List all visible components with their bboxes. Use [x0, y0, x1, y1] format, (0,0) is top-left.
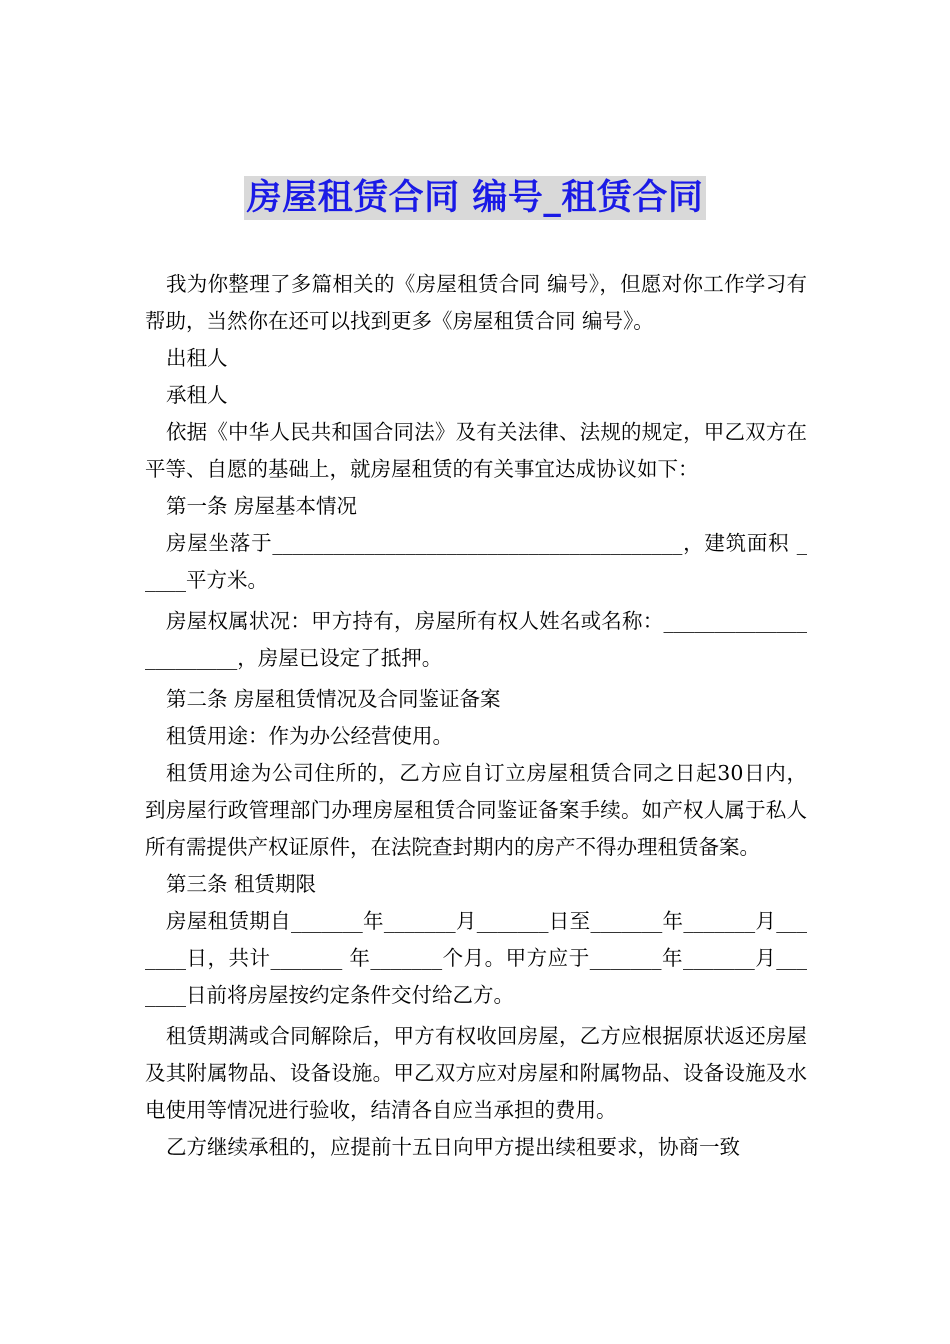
- ownership-paragraph: 房屋权属状况：甲方持有，房屋所有权人姓名或名称：_______________________，房屋已设定了抵押。: [145, 609, 807, 670]
- document-title: 房屋租赁合同 编号_租赁合同: [244, 176, 707, 220]
- lessor-label: 出租人: [166, 346, 228, 370]
- lease-term-paragraph: 房屋租赁期自_______年_______月_______日至_______年_______月_______日，共计_______ 年_______个月。甲方应于_______年_______月_______日前将房屋按约定条件交付给乙方。: [145, 909, 807, 1007]
- lease-expiry-paragraph: 租赁期满或合同解除后，甲方有权收回房屋，乙方应根据原状返还房屋及其附属物品、设备设施。甲乙双方应对房屋和附属物品、设备设施及水电使用等情况进行验收，结清各自应当承担的费用。: [145, 1024, 807, 1122]
- registration-paragraph: 租赁用途为公司住所的，乙方应自订立房屋租赁合同之日起30日内，到房屋行政管理部门办理房屋租赁合同鉴证备案手续。如产权人属于私人所有需提供产权证原件，在法院查封期内的房产不得办理租赁备案。: [145, 761, 807, 859]
- intro-paragraph: 我为你整理了多篇相关的《房屋租赁合同 编号》，但愿对你工作学习有帮助，当然你在还可以找到更多《房屋租赁合同 编号》。: [145, 272, 807, 333]
- lease-purpose-paragraph: 租赁用途：作为办公经营使用。: [166, 724, 453, 748]
- document-body: [145, 266, 807, 1166]
- renewal-paragraph: 乙方继续承租的，应提前十五日向甲方提出续租要求，协商一致: [166, 1135, 740, 1159]
- article-3-heading: 第三条 租赁期限: [166, 872, 317, 896]
- title-container: [0, 176, 950, 220]
- article-1-heading: 第一条 房屋基本情况: [166, 494, 358, 518]
- legal-basis-paragraph: 依据《中华人民共和国合同法》及有关法律、法规的规定，甲乙双方在平等、自愿的基础上，就房屋租赁的有关事宜达成协议如下：: [145, 420, 807, 481]
- lessee-label: 承租人: [166, 383, 228, 407]
- property-location-paragraph: 房屋坐落于________________________________________，建筑面积 _____平方米。: [145, 531, 807, 592]
- article-2-heading: 第二条 房屋租赁情况及合同鉴证备案: [166, 687, 501, 711]
